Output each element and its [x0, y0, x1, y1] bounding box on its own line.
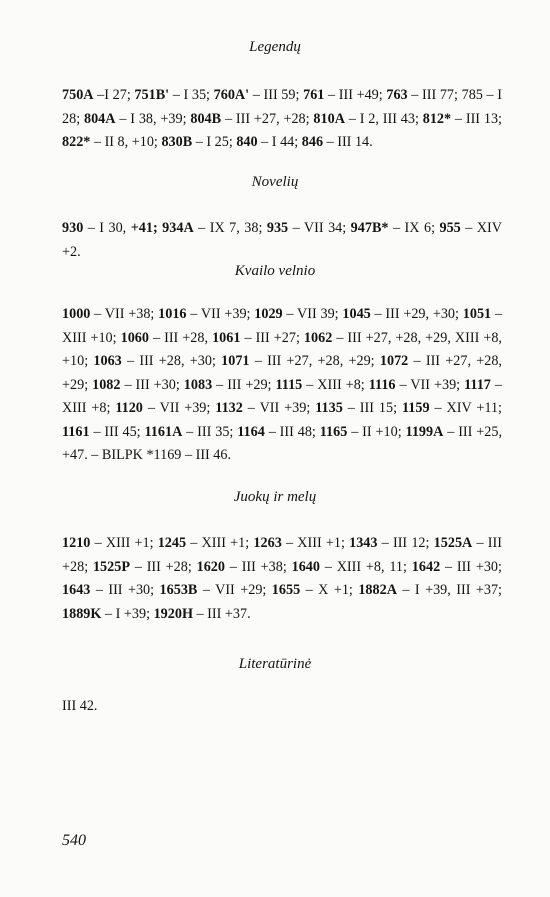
entry-code: 1016	[158, 306, 187, 322]
entry-reference: – XIII +1;	[281, 535, 350, 551]
entry-reference: III 42.	[62, 698, 98, 714]
entry-code: 822*	[62, 134, 91, 150]
entry-reference: – III 12;	[377, 535, 434, 551]
entry-code: 1920H	[153, 605, 193, 622]
entry-reference: – VII +39;	[242, 400, 316, 416]
entry-reference: – I 38, +39;	[115, 110, 191, 127]
section-body-kvailo-velnio	[62, 303, 502, 468]
entry-reference: – XIII +1;	[186, 535, 254, 551]
entry-reference: – III 45;	[89, 423, 145, 440]
entry-reference: – VII 39;	[282, 306, 343, 322]
entry-code: 812*	[422, 110, 452, 127]
entry-reference: – III 48;	[264, 423, 320, 440]
entry-code: 1062	[303, 329, 333, 346]
entry-reference: – III +27, +28, +29, XIII +8, +10;	[62, 329, 502, 369]
entry-reference: – III +28;	[129, 558, 197, 575]
entry-code: 1882A	[358, 582, 397, 598]
entry-code: 1245	[157, 535, 187, 551]
entry-code: 846	[301, 134, 324, 150]
entry-code: 1060	[120, 329, 149, 346]
entry-reference: – III 14.	[323, 134, 373, 150]
entry-reference: – IX 6;	[388, 220, 440, 236]
entry-reference: – II 8, +10;	[90, 134, 162, 150]
entry-code: 1051	[462, 306, 492, 322]
entry-reference: – III +30;	[440, 558, 502, 575]
entry-reference: – VII +39;	[142, 400, 216, 416]
entry-reference: – III +30;	[90, 582, 160, 598]
entry-reference: – III +38;	[224, 558, 292, 575]
entry-code: 810A	[313, 110, 345, 127]
entry-code: 1082	[92, 376, 121, 393]
section-heading-literaturine: Literatūrinė	[238, 656, 312, 672]
section-body-juoku-ir-melu	[62, 532, 502, 626]
entry-code: 830B	[161, 134, 193, 150]
entry-code: 1159	[401, 400, 430, 416]
entry-reference: –I 27;	[93, 87, 135, 103]
entry-code: 1210	[62, 535, 91, 551]
entry-reference: – III 77; 785 – I 28;	[62, 87, 503, 127]
entry-reference: – VII +38;	[90, 306, 159, 322]
section-heading-noveliu: Novelių	[251, 174, 299, 190]
entry-reference: – XIII +8;	[302, 376, 369, 393]
entry-code: 1263	[253, 535, 282, 551]
entry-reference: – VII 34;	[288, 220, 351, 236]
entry-reference: – III +29;	[212, 376, 276, 393]
entry-reference: – III +27, +28, +29;	[249, 353, 380, 369]
entry-reference: – XIV +2.	[62, 220, 503, 260]
entry-reference: – III 13;	[451, 110, 502, 127]
entry-code: 1135	[315, 400, 343, 416]
entry-code: 1161	[62, 423, 90, 440]
entry-reference: – III +27;	[240, 329, 304, 346]
entry-code: 1642	[411, 558, 441, 575]
entry-reference: – III +27, +28, +29;	[62, 353, 502, 393]
entry-code: 935	[266, 220, 289, 236]
entry-code: 1199A	[405, 423, 444, 440]
entry-reference: – I +39, III +37;	[396, 582, 502, 598]
entry-reference: – II +10;	[347, 423, 406, 440]
entry-code: 750A	[62, 87, 94, 103]
entry-code: 1117	[464, 376, 491, 393]
entry-code: 1165	[319, 423, 348, 440]
entry-reference: – VII +29;	[197, 582, 272, 598]
entry-reference: – I 25;	[192, 134, 237, 150]
section-body-literaturine	[62, 695, 502, 719]
section-body-legendu	[62, 84, 502, 155]
entry-reference: – III +25, +47. – BILPK *1169 – III 46.	[62, 423, 502, 463]
entry-code: 1161A	[144, 423, 183, 440]
entry-reference: – III 35;	[182, 423, 238, 440]
entry-code: 930	[62, 220, 84, 236]
entry-code: 1525P	[92, 558, 130, 575]
entry-reference: – IX 7, 38;	[193, 220, 267, 236]
entry-reference: – III +27, +28;	[221, 110, 314, 127]
entry-code: 1120	[115, 400, 143, 416]
entry-reference: – X +1;	[300, 582, 359, 598]
entry-reference: – I 35;	[169, 87, 214, 103]
entry-reference: – III +49;	[324, 87, 387, 103]
entry-reference: – XIII +8;	[62, 376, 502, 416]
entry-code: 1655	[271, 582, 301, 598]
entry-reference: – III 15;	[342, 400, 402, 416]
entry-code: 1029	[254, 306, 283, 322]
entry-code: 955	[439, 220, 461, 236]
section-heading-legendu: Legendų	[249, 39, 301, 55]
entry-code: 1071	[221, 353, 250, 369]
entry-code: 751B'	[134, 87, 170, 103]
entry-code: 761	[303, 87, 325, 103]
entry-code: 1063	[93, 353, 122, 369]
entry-reference: – XIII +1;	[90, 535, 158, 551]
entry-reference: – I 30,	[83, 220, 131, 236]
entry-code: 1640	[291, 558, 320, 575]
entry-code: 1116	[368, 376, 396, 393]
section-heading-juoku-ir-melu: Juokų ir melų	[233, 489, 317, 505]
entry-reference: – III +29, +30;	[370, 306, 463, 322]
entry-reference: – III +37.	[192, 605, 251, 622]
entry-reference: – I 2, III 43;	[344, 110, 423, 127]
entry-code: 804B	[190, 110, 222, 127]
entry-code: 1525A	[433, 535, 473, 551]
entry-reference: – XIII +8, 11;	[319, 558, 412, 575]
entry-code: 804A	[83, 110, 116, 127]
entry-code: 1000	[62, 306, 91, 322]
entry-code: 1132	[215, 400, 243, 416]
entry-reference: – VII +39;	[186, 306, 255, 322]
entry-reference: – III +30;	[120, 376, 184, 393]
entry-code: 1115	[275, 376, 303, 393]
entry-reference: – III +28,	[148, 329, 213, 346]
entry-code: 840	[236, 134, 258, 150]
entry-reference: – III +28, +30;	[121, 353, 222, 369]
entry-reference: – III +28;	[62, 535, 502, 575]
section-heading-kvailo-velnio: Kvailo velnio	[234, 263, 316, 279]
entry-code: 1061	[212, 329, 241, 346]
section-body-noveliu	[62, 217, 502, 264]
entry-reference: – XIII +10;	[62, 306, 502, 346]
entry-reference: – III 59;	[249, 87, 304, 103]
entry-code: 947B*	[350, 220, 389, 236]
entry-reference: – I +39;	[101, 605, 154, 622]
page-number: 540	[62, 832, 86, 849]
entry-code: 1072	[379, 353, 409, 369]
entry-code: 1045	[342, 306, 371, 322]
entry-code: 763	[386, 87, 408, 103]
entry-code: 1083	[183, 376, 213, 393]
entry-reference: – VII +39;	[395, 376, 465, 393]
entry-code: 1164	[237, 423, 265, 440]
entry-code: 1620	[196, 558, 225, 575]
entry-code: 1343	[349, 535, 378, 551]
entry-code: 1643	[62, 582, 91, 598]
entry-code: 760A'	[213, 87, 250, 103]
entry-code: 1889K	[62, 605, 102, 622]
entry-reference: – I 44;	[257, 134, 302, 150]
entry-code: +41; 934A	[130, 220, 194, 236]
entry-reference: – XIV +11;	[429, 400, 502, 416]
entry-code: 1653B	[159, 582, 198, 598]
